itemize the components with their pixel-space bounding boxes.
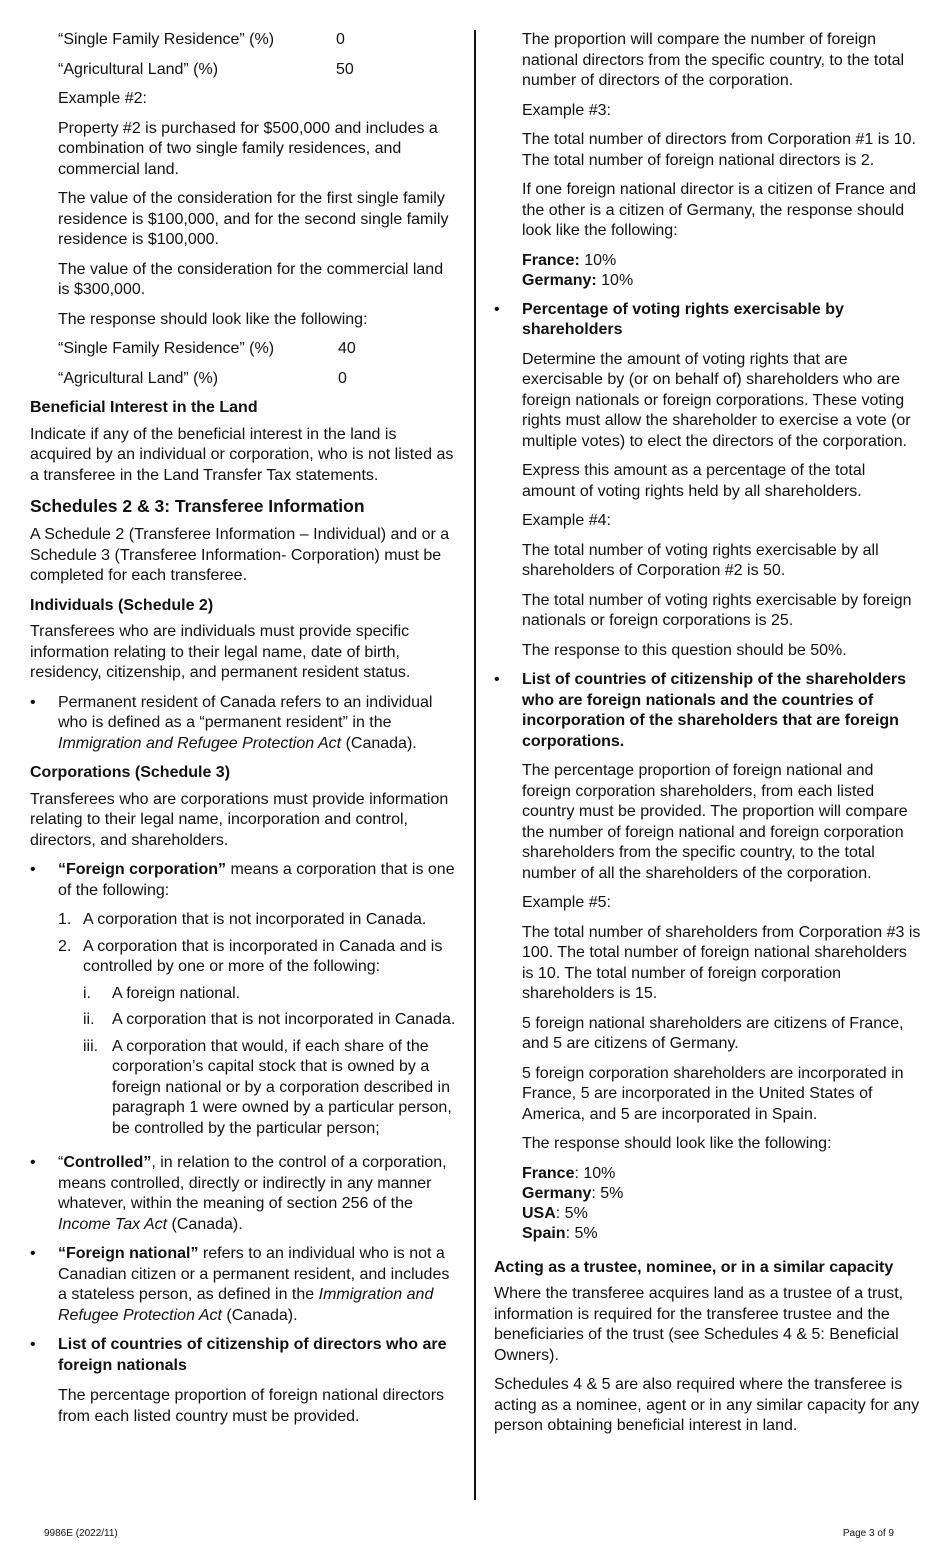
country-percent: : 5%: [591, 1184, 624, 1202]
list-item-text: A corporation that is not incorporated in Canada.: [83, 911, 427, 928]
quote-mark: “: [58, 1154, 64, 1171]
shareholders-countries-heading: • List of countries of citizenship of the shareholders who are foreign nationals and the countries of incorporation of the shareholders that are foreign corporations.: [522, 671, 907, 750]
controlled-term: Controlled”: [63, 1154, 152, 1171]
foreign-corporation-def: means a corporation that is one of the following:: [58, 861, 455, 899]
country-name: USA: [522, 1204, 556, 1222]
act-suffix: (Canada).: [345, 734, 417, 752]
voting-rights-p1: Determine the amount of voting rights that are exercisable by (or on behalf of) shareholders who are foreign nationals or foreign corporations. These voting rights must allow the shareholder to exercise a vote (or multiple votes) to elect the directors of the corporation.: [522, 350, 911, 450]
form-id: 9986E (2022/11): [44, 1528, 118, 1539]
act-name: Immigration and Refugee Protection Act: [58, 734, 342, 752]
country-name: France:: [522, 251, 580, 269]
example-3-response: [522, 251, 922, 291]
example-2-agri-row: [58, 369, 458, 390]
list-item: [58, 937, 458, 978]
shareholders-countries-text: The percentage proportion of foreign national and foreign corporation shareholders, from each listed country must be provided. The proportion will compare the number of foreign national and foreign corporation shareholders from the specific country, to the total number of all the shareholders of the corporation.: [522, 762, 908, 882]
corporations-heading: Corporations (Schedule 3): [30, 764, 231, 781]
voting-rights-heading: • Percentage of voting rights exercisable by shareholders: [522, 300, 844, 338]
directors-proportion-text: The proportion will compare the number of foreign national directors from the specific country, to the total number of directors of the corporation.: [522, 31, 905, 89]
example-3-title: Example #3:: [522, 101, 611, 119]
country-name: Spain: [522, 1224, 566, 1242]
permanent-resident-text: Permanent resident of Canada refers to an individual who is defined as a “permanent resident” in the: [58, 693, 433, 731]
agricultural-value: 0: [338, 369, 347, 387]
list-number: 2.: [58, 937, 72, 955]
example-4-p2: The total number of voting rights exercisable by foreign nationals or foreign corporations is 25.: [522, 591, 912, 629]
roman-numeral: i.: [83, 984, 91, 1002]
example-2-p4: The response should look like the following:: [58, 310, 368, 328]
country-line: [522, 1224, 922, 1244]
foreign-national-term: “Foreign national”: [58, 1245, 199, 1262]
country-line: [522, 251, 922, 271]
sub-item-text: A corporation that is not incorporated in Canada.: [112, 1011, 456, 1028]
country-name: France: [522, 1164, 575, 1182]
foreign-corporation-term: “Foreign corporation”: [58, 861, 226, 878]
directors-continued: [522, 30, 922, 291]
country-percent: 10%: [584, 251, 617, 269]
example-2-title: Example #2:: [58, 90, 147, 107]
foreign-corporation-list: [58, 910, 458, 1139]
example-2-p3: The value of the consideration for the commercial land is $300,000.: [58, 260, 444, 298]
example-5-response: [522, 1164, 922, 1244]
sub-item-text: A foreign national.: [112, 984, 241, 1002]
country-percent: : 10%: [574, 1164, 616, 1182]
act-name: Income Tax Act: [58, 1215, 168, 1233]
schedules-heading: Schedules 2 & 3: Transferee Information: [30, 496, 365, 516]
example-2-p1: Property #2 is purchased for $500,000 and includes a combination of two single family residences, and commercial land.: [58, 119, 438, 178]
example-2-p2: The value of the consideration for the first single family residence is $100,000, and for the second single family residence is $100,000.: [58, 190, 449, 248]
example-5-p1: The total number of shareholders from Corporation #3 is 100. The total number of foreign national shareholders is 10. The total number of foreign corporation shareholders is 15.: [522, 923, 921, 1002]
foreign-corporation-bullet: [30, 860, 458, 1139]
example-1-response: [58, 30, 458, 80]
country-name: Germany:: [522, 271, 597, 289]
individuals-heading: Individuals (Schedule 2): [30, 596, 214, 614]
sub-list-item: [83, 984, 458, 1005]
example-5-title: Example #5:: [522, 894, 611, 911]
trustee-p1: Where the transferee acquires land as a trustee of a trust, information is required for the transferee trustee and the beneficiaries of the trust (see Schedules 4 & 5: Beneficial Owners).: [494, 1285, 904, 1364]
trustee-heading: Acting as a trustee, nominee, or in a similar capacity: [494, 1258, 894, 1276]
controlled-def: , in relation to the control of a corporation, means controlled, directly or indirectly in any manner whatever, within the meaning of section 256 of the: [58, 1154, 447, 1212]
foreign-national-bullet: [30, 1244, 458, 1326]
country-percent: : 5%: [565, 1224, 598, 1242]
roman-numeral: iii.: [83, 1037, 99, 1055]
trustee-p2: Schedules 4 & 5 are also required where the transferee is acting as a nominee, agent or in any similar capacity for any person obtaining beneficial interest in land.: [494, 1376, 920, 1434]
example-2: [58, 89, 458, 389]
directors-countries-heading: • List of countries of citizenship of directors who are foreign nationals: [58, 1336, 447, 1374]
example-4-p1: The total number of voting rights exercisable by all shareholders of Corporation #2 is 50.: [522, 541, 879, 579]
roman-numeral: ii.: [83, 1011, 95, 1028]
example-4-p3: The response to this question should be 50%.: [522, 641, 847, 659]
example-2-single-row: [58, 339, 458, 360]
directors-countries-bullet: [30, 1335, 458, 1427]
example-4-title: Example #4:: [522, 512, 611, 529]
column-divider: [474, 30, 476, 1500]
example-5-p4: The response should look like the following:: [522, 1135, 832, 1152]
left-column: [30, 30, 458, 1436]
single-family-value: 0: [336, 31, 345, 48]
permanent-resident-bullet: [30, 693, 458, 755]
voting-rights-bullet: [494, 300, 922, 662]
voting-rights-p2: Express this amount as a percentage of the total amount of voting rights held by all shareholders.: [522, 462, 866, 500]
act-suffix: (Canada).: [171, 1215, 243, 1233]
schedules-text: A Schedule 2 (Transferee Information – Individual) and or a Schedule 3 (Transferee Information- Corporation) must be completed for each transferee.: [30, 526, 450, 584]
agricultural-label: “Agricultural Land” (%): [58, 369, 219, 387]
list-number: 1.: [58, 911, 72, 928]
agricultural-value: 50: [336, 60, 354, 78]
shareholders-countries-bullet: [494, 670, 922, 1244]
country-line: [522, 271, 922, 291]
directors-countries-text: The percentage proportion of foreign national directors from each listed country must be provided.: [58, 1387, 445, 1425]
example-5-p2: 5 foreign national shareholders are citizens of France, and 5 are citizens of Germany.: [522, 1014, 904, 1052]
country-line: [522, 1164, 922, 1184]
controlled-bullet: [30, 1153, 458, 1235]
country-line: [522, 1184, 922, 1204]
single-family-label: “Single Family Residence” (%): [58, 340, 275, 357]
country-name: Germany: [522, 1184, 592, 1202]
country-line: [522, 1204, 922, 1224]
right-column: [494, 30, 922, 1446]
agricultural-label: “Agricultural Land” (%): [58, 60, 219, 78]
act-suffix: (Canada).: [226, 1306, 298, 1324]
country-percent: 10%: [601, 271, 634, 289]
sub-list-item: [83, 1037, 458, 1140]
beneficial-interest-text: Indicate if any of the beneficial interest in the land is acquired by an individual or corporation, who is not listed as a transferee in the Land Transfer Tax statements.: [30, 425, 454, 484]
example-5-p3: 5 foreign corporation shareholders are incorporated in France, 5 are incorporated in the United States of America, and 5 are incorporated in Spain.: [522, 1064, 904, 1123]
individuals-text: Transferees who are individuals must provide specific information relating to their legal name, date of birth, residency, citizenship, and permanent resident status.: [30, 623, 411, 681]
list-item: [58, 910, 458, 931]
country-percent: : 5%: [555, 1204, 588, 1222]
page-number: Page 3 of 9: [842, 1528, 894, 1539]
beneficial-interest-heading: Beneficial Interest in the Land: [30, 399, 258, 416]
sub-item-text: A corporation that would, if each share of the corporation’s capital stock that is owned by a foreign national or by a corporation described in paragraph 1 were owned by a particular person, be controlled by the particular person;: [112, 1037, 452, 1137]
example-1-agri-row: [58, 60, 458, 81]
example-3-p2: If one foreign national director is a citizen of France and the other is a citizen of Germany, the response should look like the following:: [522, 181, 916, 239]
example-3-p1: The total number of directors from Corporation #1 is 10. The total number of foreign national directors is 2.: [522, 131, 916, 169]
corporations-text: Transferees who are corporations must provide information relating to their legal name, incorporation and control, directors, and shareholders.: [30, 790, 449, 849]
foreign-national-def: refers to an individual who is not a Canadian citizen or a permanent resident, and includes a stateless person, as defined in the: [58, 1245, 450, 1303]
example-1-single-row: [58, 30, 458, 51]
act-name: Immigration and Refugee Protection Act: [58, 1286, 434, 1324]
single-family-label: “Single Family Residence” (%): [58, 31, 275, 48]
sub-list-item: [83, 1010, 458, 1031]
list-item-text: A corporation that is incorporated in Canada and is controlled by one or more of the following:: [83, 937, 443, 975]
single-family-value: 40: [338, 340, 356, 357]
